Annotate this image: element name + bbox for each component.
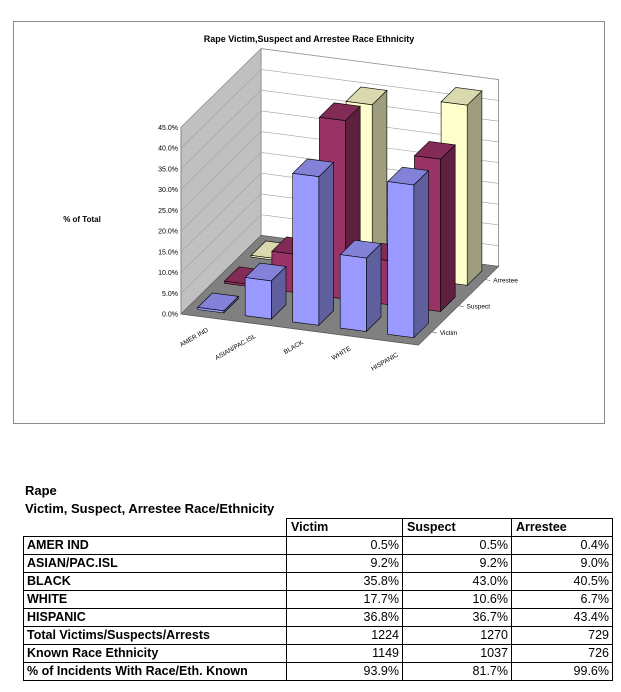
bar-side-victim (366, 244, 381, 332)
table-header-row (24, 519, 613, 537)
cell-value: 1149 (287, 645, 403, 663)
y-tick-label: 5.0% (162, 290, 178, 298)
depth-label: Victim (439, 329, 458, 337)
row-label: Known Race Ethnicity (24, 645, 287, 663)
depth-label: Arrestee (493, 277, 518, 285)
depth-tick (432, 332, 437, 333)
cell-value: 36.8% (287, 609, 403, 627)
bar-victim (388, 182, 414, 338)
data-table (23, 518, 613, 681)
row-label: % of Incidents With Race/Eth. Known (24, 663, 287, 681)
table-row (24, 573, 613, 591)
column-header-victim: Victim (287, 519, 403, 537)
cell-value: 9.2% (287, 555, 403, 573)
y-tick-label: 25.0% (158, 207, 178, 215)
y-tick-label: 10.0% (158, 270, 178, 277)
table-row (24, 627, 613, 645)
cell-value: 9.2% (403, 555, 512, 573)
column-header-suspect: Suspect (403, 519, 512, 537)
y-tick-label: 20.0% (158, 228, 178, 236)
bar-victim (293, 173, 319, 325)
x-tick-label: HISPANIC (370, 351, 400, 373)
y-tick-label: 0.0% (162, 311, 178, 319)
cell-value: 99.6% (512, 663, 613, 681)
table-row (24, 609, 613, 627)
cell-value: 0.5% (287, 537, 403, 555)
depth-tick (485, 280, 490, 281)
cell-value: 1037 (403, 645, 512, 663)
cell-value: 0.4% (512, 537, 613, 555)
row-label: BLACK (24, 573, 287, 591)
x-tick-label: BLACK (282, 339, 305, 356)
table-row (24, 645, 613, 663)
bar-chart-3d (14, 22, 604, 423)
y-axis-label: % of Total (63, 215, 101, 224)
bar-side-victim (319, 162, 334, 325)
y-tick-label: 35.0% (158, 166, 178, 174)
y-tick-label: 30.0% (158, 187, 178, 194)
table-row (24, 537, 613, 555)
cell-value: 43.0% (403, 573, 512, 591)
cell-value: 93.9% (287, 663, 403, 681)
depth-tick (459, 306, 464, 307)
x-tick-label: WHITE (330, 345, 353, 362)
row-label: Total Victims/Suspects/Arrests (24, 627, 287, 645)
bar-side-victim (414, 171, 429, 338)
table-row (24, 591, 613, 609)
row-label: AMER IND (24, 537, 287, 555)
cell-value: 6.7% (512, 591, 613, 609)
bar-side-arrestee (467, 91, 482, 285)
cell-value: 36.7% (403, 609, 512, 627)
bar-side-suspect (441, 145, 456, 312)
cell-value: 0.5% (403, 537, 512, 555)
cell-value: 9.0% (512, 555, 613, 573)
cell-value: 729 (512, 627, 613, 645)
cell-value: 43.4% (512, 609, 613, 627)
cell-value: 81.7% (403, 663, 512, 681)
bar-victim (245, 278, 271, 320)
row-label: HISPANIC (24, 609, 287, 627)
y-tick-label: 15.0% (158, 249, 178, 257)
cell-value: 10.6% (403, 591, 512, 609)
chart-frame (13, 21, 605, 424)
cell-value: 1224 (287, 627, 403, 645)
table-header-blank (24, 519, 287, 537)
cell-value: 726 (512, 645, 613, 663)
table-row (24, 555, 613, 573)
chart-title: Rape Victim,Suspect and Arrestee Race Ethnicity (203, 34, 415, 44)
cell-value: 1270 (403, 627, 512, 645)
cell-value: 17.7% (287, 591, 403, 609)
cell-value: 40.5% (512, 573, 613, 591)
depth-label: Suspect (466, 303, 491, 311)
bar-victim (340, 255, 366, 332)
x-tick-label: AMER IND (178, 326, 210, 349)
table-row (24, 663, 613, 681)
cell-value: 35.8% (287, 573, 403, 591)
table-title: Rape (25, 483, 57, 498)
y-tick-label: 40.0% (158, 145, 178, 153)
row-label: ASIAN/PAC.ISL (24, 555, 287, 573)
y-tick-label: 45.0% (158, 124, 178, 132)
x-tick-label: ASIAN/PAC.ISL (214, 332, 258, 362)
row-label: WHITE (24, 591, 287, 609)
table-subtitle: Victim, Suspect, Arrestee Race/Ethnicity (25, 501, 275, 516)
column-header-arrestee: Arrestee (512, 519, 613, 537)
